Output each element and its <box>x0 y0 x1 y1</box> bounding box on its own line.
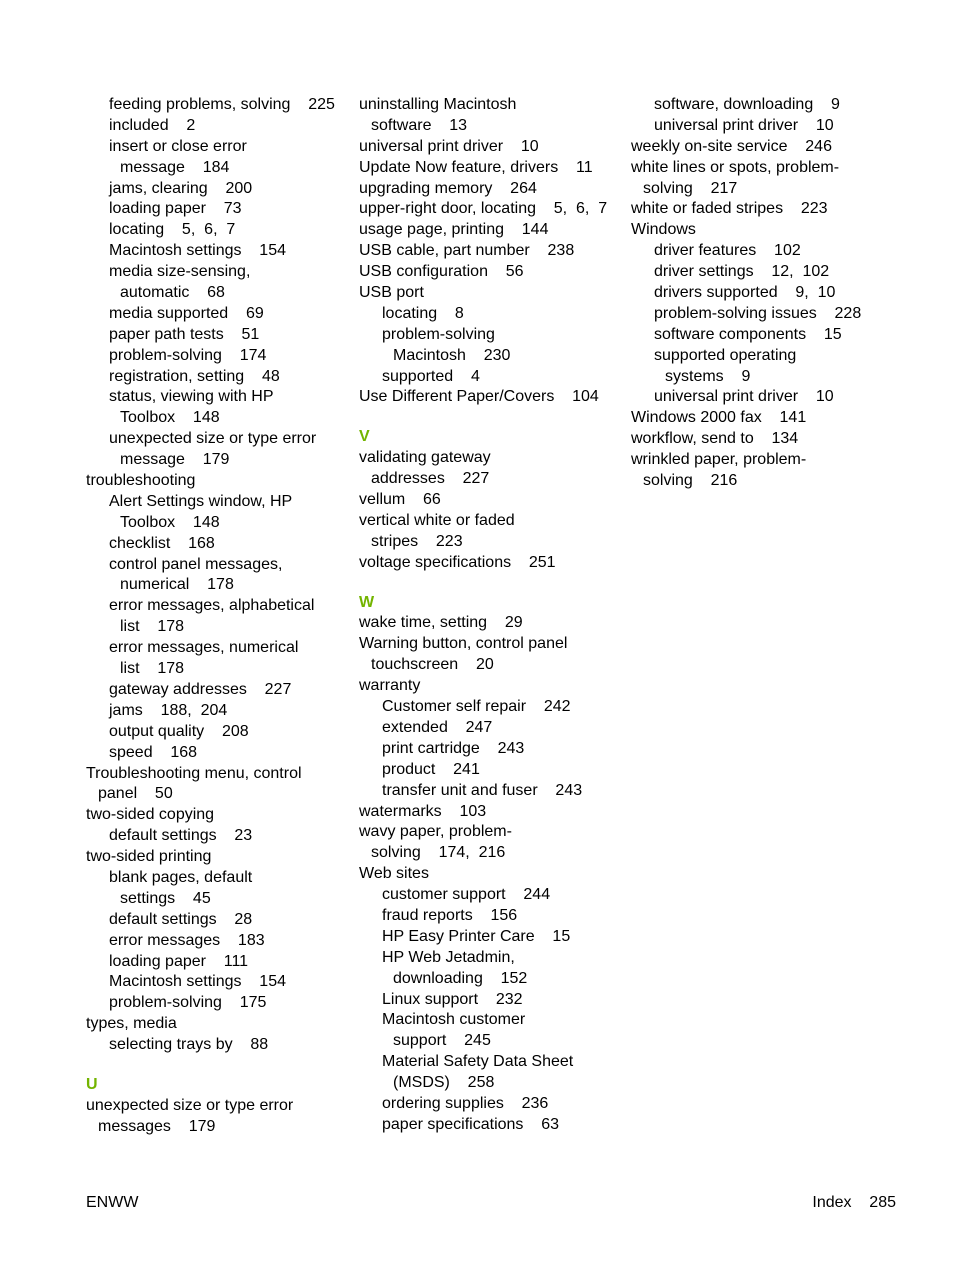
index-subentry: media supported 69 <box>109 304 264 322</box>
index-entry: USB configuration 56 <box>359 263 524 281</box>
index-subentry: Macintosh 230 <box>393 346 511 364</box>
index-subentry: problem-solving 174 <box>109 346 267 364</box>
index-subentry: universal print driver 10 <box>654 116 834 134</box>
index-entry: vertical white or faded <box>359 511 515 529</box>
index-subentry: error messages, numerical <box>109 639 299 657</box>
index-entry: weekly on-site service 246 <box>631 137 832 155</box>
index-entry: Use Different Paper/Covers 104 <box>359 388 599 406</box>
index-subentry: software 13 <box>371 116 468 134</box>
index-subentry: insert or close error <box>109 137 247 155</box>
index-subentry: locating 5, 6, 7 <box>109 221 236 239</box>
section-letter: U <box>86 1075 98 1093</box>
index-entry: two-sided printing <box>86 848 212 866</box>
index-entry: Windows 2000 fax 141 <box>631 409 807 427</box>
index-subentry: message 179 <box>120 451 230 469</box>
index-subentry: Toolbox 148 <box>120 513 220 531</box>
index-subentry: fraud reports 156 <box>382 906 518 924</box>
section-gap <box>86 1056 344 1075</box>
index-subentry: gateway addresses 227 <box>109 680 292 698</box>
index-subentry: print cartridge 243 <box>382 739 525 757</box>
index-subentry: blank pages, default <box>109 868 253 886</box>
index-entry: white lines or spots, problem- <box>631 158 840 176</box>
index-subentry: jams 188, 204 <box>109 701 228 719</box>
index-subentry: registration, setting 48 <box>109 367 280 385</box>
index-subentry: (MSDS) 258 <box>393 1074 495 1092</box>
index-subentry: output quality 208 <box>109 722 249 740</box>
index-subentry: Linux support 232 <box>382 990 523 1008</box>
index-subentry: Toolbox 148 <box>120 409 220 427</box>
footer-left-label: ENWW <box>86 1194 139 1211</box>
index-entry: USB port <box>359 284 424 302</box>
index-subentry: transfer unit and fuser 243 <box>382 781 583 799</box>
index-subentry: default settings 28 <box>109 910 253 928</box>
index-subentry: stripes 223 <box>371 532 463 550</box>
section-gap <box>359 408 617 427</box>
index-entry: voltage specifications 251 <box>359 553 556 571</box>
index-subentry: Macintosh customer <box>382 1011 526 1029</box>
index-entry: Troubleshooting menu, control <box>86 764 302 782</box>
index-subentry: problem-solving issues 228 <box>654 304 862 322</box>
index-subentry: numerical 178 <box>120 576 234 594</box>
index-subentry: drivers supported 9, 10 <box>654 284 836 302</box>
index-subentry: driver settings 12, 102 <box>654 263 830 281</box>
index-entry: workflow, send to 134 <box>631 430 799 448</box>
index-subentry: driver features 102 <box>654 242 801 260</box>
index-subentry: control panel messages, <box>109 555 283 573</box>
index-column-1 <box>86 95 344 1138</box>
index-entry: usage page, printing 144 <box>359 221 549 239</box>
index-subentry: solving 216 <box>643 472 738 490</box>
index-entry: universal print driver 10 <box>359 137 539 155</box>
index-subentry: checklist 168 <box>109 534 215 552</box>
section-letter: V <box>359 428 370 446</box>
index-entry: troubleshooting <box>86 472 196 490</box>
index-entry: validating gateway <box>359 449 491 467</box>
index-entry: wrinkled paper, problem- <box>631 451 807 469</box>
section-gap <box>359 574 617 593</box>
index-subentry: list 178 <box>120 660 185 678</box>
index-entry: uninstalling Macintosh <box>359 96 517 113</box>
index-subentry: Material Safety Data Sheet <box>382 1053 574 1071</box>
index-subentry: downloading 152 <box>393 969 528 987</box>
index-column-2 <box>359 95 617 1136</box>
index-subentry: software components 15 <box>654 325 842 343</box>
index-subentry: problem-solving 175 <box>109 994 267 1012</box>
index-subentry: Macintosh settings 154 <box>109 242 286 260</box>
index-subentry: loading paper 111 <box>109 952 249 970</box>
index-subentry: locating 8 <box>382 304 464 322</box>
index-subentry: product 241 <box>382 760 480 778</box>
index-subentry: customer support 244 <box>382 886 551 904</box>
index-subentry: touchscreen 20 <box>371 656 494 674</box>
index-entry: Warning button, control panel <box>359 635 568 653</box>
index-entry: Web sites <box>359 865 429 883</box>
index-entry: two-sided copying <box>86 806 215 824</box>
index-subentry: ordering supplies 236 <box>382 1094 549 1112</box>
index-entry: warranty <box>359 677 421 695</box>
index-entry: wavy paper, problem- <box>359 823 512 841</box>
index-subentry: HP Easy Printer Care 15 <box>382 927 571 945</box>
index-column-3 <box>631 95 893 492</box>
index-subentry: included 2 <box>109 116 196 134</box>
index-entry: white or faded stripes 223 <box>631 200 828 218</box>
index-subentry: unexpected size or type error <box>109 430 317 448</box>
index-subentry: universal print driver 10 <box>654 388 834 406</box>
index-entry: USB cable, part number 238 <box>359 242 575 260</box>
index-entry: Windows <box>631 221 696 239</box>
index-subentry: loading paper 73 <box>109 200 242 218</box>
index-subentry: jams, clearing 200 <box>109 179 253 197</box>
index-subentry: default settings 23 <box>109 827 253 845</box>
index-subentry: settings 45 <box>120 889 211 907</box>
index-subentry: paper specifications 63 <box>382 1115 559 1133</box>
index-subentry: solving 174, 216 <box>371 844 506 862</box>
section-letter: W <box>359 593 375 611</box>
index-subentry: software, downloading 9 <box>654 96 840 113</box>
index-subentry: paper path tests 51 <box>109 325 260 343</box>
index-subentry: error messages 183 <box>109 931 265 949</box>
index-subentry: addresses 227 <box>371 470 490 488</box>
index-subentry: feeding problems, solving 225 <box>109 96 335 113</box>
index-entry: upper-right door, locating 5, 6, 7 <box>359 200 608 218</box>
index-entry: types, media <box>86 1015 177 1033</box>
index-subentry: automatic 68 <box>120 284 225 302</box>
index-subentry: Customer self repair 242 <box>382 698 571 716</box>
index-entry: wake time, setting 29 <box>359 614 523 632</box>
index-subentry: systems 9 <box>665 367 751 385</box>
index-entry: vellum 66 <box>359 491 441 509</box>
index-subentry: message 184 <box>120 158 230 176</box>
index-subentry: problem-solving <box>382 325 495 343</box>
index-subentry: selecting trays by 88 <box>109 1036 269 1054</box>
index-entry: unexpected size or type error <box>86 1096 294 1114</box>
index-entry: Update Now feature, drivers 11 <box>359 158 593 176</box>
index-subentry: extended 247 <box>382 718 493 736</box>
index-subentry: solving 217 <box>643 179 738 197</box>
index-subentry: messages 179 <box>98 1117 216 1135</box>
index-entry: upgrading memory 264 <box>359 179 537 197</box>
footer-page-label: Index 285 <box>812 1194 896 1211</box>
index-subentry: status, viewing with HP <box>109 388 274 406</box>
index-entry: watermarks 103 <box>359 802 487 820</box>
index-subentry: HP Web Jetadmin, <box>382 948 515 966</box>
index-subentry: list 178 <box>120 618 185 636</box>
index-subentry: media size-sensing, <box>109 263 251 281</box>
index-subentry: speed 168 <box>109 743 198 761</box>
index-subentry: Alert Settings window, HP <box>109 492 293 510</box>
index-subentry: supported 4 <box>382 367 480 385</box>
index-subentry: supported operating <box>654 346 797 364</box>
index-subentry: support 245 <box>393 1032 491 1050</box>
index-subentry: Macintosh settings 154 <box>109 973 286 991</box>
index-subentry: panel 50 <box>98 785 173 803</box>
index-subentry: error messages, alphabetical <box>109 597 315 615</box>
